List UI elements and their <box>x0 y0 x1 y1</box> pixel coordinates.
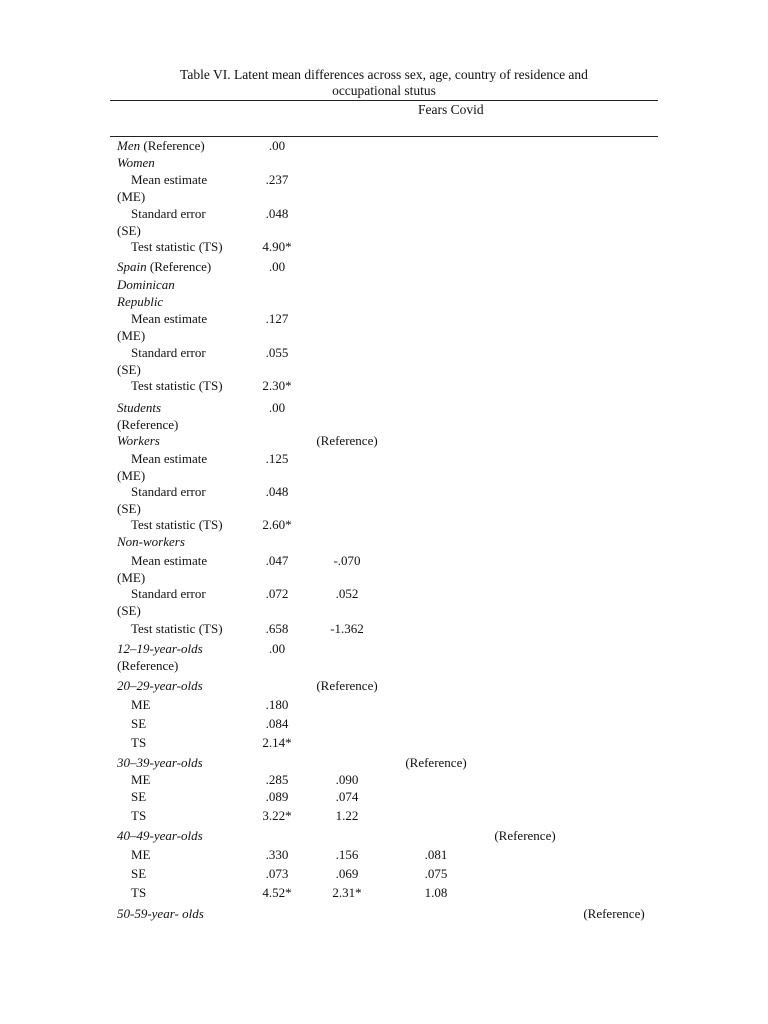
table-cell: .125 <box>265 451 289 466</box>
table-cell: .073 <box>265 866 289 881</box>
table-cell: .074 <box>335 789 359 804</box>
table-row <box>0 827 768 845</box>
table-cell: .180 <box>265 697 289 712</box>
row-stat-label <box>131 516 223 533</box>
row-label-text: Workers <box>117 433 160 448</box>
table-cell: 4.52* <box>262 885 292 900</box>
table-cell: (Reference) <box>405 755 467 770</box>
row-stat-label <box>131 238 223 255</box>
table-cell: .156 <box>335 847 359 862</box>
row-stat-label <box>131 450 207 467</box>
row-label-text: ME <box>131 697 151 712</box>
row-group-label <box>117 754 203 771</box>
table-cell: .048 <box>265 484 289 499</box>
row-label-text: Dominican <box>117 277 175 292</box>
table-row <box>0 552 768 585</box>
row-group-label <box>117 276 175 293</box>
column-header: Fears Covid <box>418 102 484 117</box>
row-stat-label <box>131 171 207 188</box>
row-stat-label <box>131 344 206 361</box>
table-row <box>0 771 768 789</box>
row-group-label <box>117 432 160 449</box>
row-stat-label <box>131 734 146 751</box>
table-cell: .052 <box>335 586 359 601</box>
row-stat-label <box>131 620 223 637</box>
table-cell: .658 <box>265 621 289 636</box>
row-group-label <box>117 827 203 844</box>
row-stat-label <box>131 884 146 901</box>
table-row <box>0 677 768 695</box>
table-row <box>0 344 768 377</box>
table-row <box>0 432 768 450</box>
table-cell: .285 <box>265 772 289 787</box>
table-cell: 2.31* <box>332 885 362 900</box>
row-label-continuation: (SE) <box>117 603 141 618</box>
table-cell: (Reference) <box>316 433 378 448</box>
row-group-label <box>117 399 161 416</box>
table-row <box>0 377 768 395</box>
row-label-text: Mean estimate <box>131 311 208 326</box>
table-row <box>0 788 768 806</box>
row-group-label <box>117 533 185 550</box>
table-cell: .075 <box>424 866 448 881</box>
table-cell: 1.22 <box>335 808 359 823</box>
table-row <box>0 205 768 238</box>
table-cell: .00 <box>268 259 286 274</box>
row-label-text: SE <box>131 716 147 731</box>
row-label-text: TS <box>131 808 147 823</box>
row-label-suffix: (Reference) <box>140 138 205 153</box>
table-cell: -1.362 <box>330 621 364 636</box>
table-top-rule <box>110 100 658 101</box>
row-stat-label <box>131 552 207 569</box>
row-label-continuation: (ME) <box>117 468 146 483</box>
table-cell: .090 <box>335 772 359 787</box>
table-cell: .089 <box>265 789 289 804</box>
table-row <box>0 276 768 309</box>
row-label-text: 50-59-year- olds <box>117 906 204 921</box>
table-row <box>0 310 768 343</box>
table-cell: .237 <box>265 172 289 187</box>
table-row <box>0 137 768 155</box>
table-row <box>0 620 768 638</box>
row-label-text: Test statistic (TS) <box>131 378 223 393</box>
table-caption-line-2: occupational stutus <box>332 83 436 98</box>
row-stat-label <box>131 696 151 713</box>
row-label-text: Standard error <box>131 586 206 601</box>
table-cell: .00 <box>268 138 286 153</box>
table-row <box>0 734 768 752</box>
row-label-text: Mean estimate <box>131 451 208 466</box>
table-cell: 4.90* <box>262 239 292 254</box>
table-row <box>0 450 768 483</box>
row-group-label <box>117 137 205 154</box>
table-cell: .00 <box>268 400 286 415</box>
table-row <box>0 533 768 551</box>
row-label-text: ME <box>131 772 151 787</box>
table-cell: .047 <box>265 553 289 568</box>
table-row <box>0 399 768 432</box>
table-cell: .072 <box>265 586 289 601</box>
row-label-text: 12–19-year-olds <box>117 641 203 656</box>
table-row <box>0 640 768 673</box>
table-cell: 1.08 <box>424 885 448 900</box>
table-cell: .081 <box>424 847 448 862</box>
row-stat-label <box>131 377 223 394</box>
row-label-continuation: (Reference) <box>117 417 179 432</box>
row-label-continuation: (SE) <box>117 223 141 238</box>
row-group-label <box>117 154 155 171</box>
table-cell: .330 <box>265 847 289 862</box>
table-row <box>0 807 768 825</box>
row-label-text: Standard error <box>131 206 206 221</box>
row-stat-label <box>131 807 146 824</box>
table-cell: -.070 <box>333 553 361 568</box>
table-row <box>0 715 768 733</box>
row-label-continuation: (ME) <box>117 328 146 343</box>
row-label-text: Mean estimate <box>131 172 208 187</box>
table-caption <box>110 67 658 99</box>
row-label-continuation: (Reference) <box>117 658 179 673</box>
table-row <box>0 585 768 618</box>
row-label-text: Mean estimate <box>131 553 208 568</box>
row-label-text: TS <box>131 735 147 750</box>
table-cell: .069 <box>335 866 359 881</box>
row-stat-label <box>131 771 151 788</box>
row-label-text: TS <box>131 885 147 900</box>
row-stat-label <box>131 585 206 602</box>
table-row <box>0 846 768 864</box>
table-cell: 2.60* <box>262 517 292 532</box>
row-group-label <box>117 905 204 922</box>
row-label-text: Test statistic (TS) <box>131 517 223 532</box>
table-cell: (Reference) <box>494 828 556 843</box>
row-label-continuation: (SE) <box>117 362 141 377</box>
row-stat-label <box>131 483 206 500</box>
row-label-text: SE <box>131 866 147 881</box>
table-cell: .055 <box>265 345 289 360</box>
table-cell: .00 <box>268 641 286 656</box>
row-label-text: 40–49-year-olds <box>117 828 203 843</box>
row-label-text: Spain <box>117 259 147 274</box>
row-label-continuation: Republic <box>117 294 164 309</box>
table-row <box>0 238 768 256</box>
row-stat-label <box>131 310 207 327</box>
row-label-suffix: (Reference) <box>146 259 212 274</box>
row-label-text: Men <box>117 138 141 153</box>
row-stat-label <box>131 788 146 805</box>
table-caption-line-1: Table VI. Latent mean differences across sex, age, country of residence and <box>180 67 588 82</box>
table-row <box>0 516 768 534</box>
table-row <box>0 171 768 204</box>
row-stat-label <box>131 865 146 882</box>
row-label-continuation: (ME) <box>117 189 146 204</box>
row-label-text: 30–39-year-olds <box>117 755 203 770</box>
row-stat-label <box>131 846 151 863</box>
table-cell: .127 <box>265 311 289 326</box>
table-cell: .048 <box>265 206 289 221</box>
row-label-text: ME <box>131 847 151 862</box>
row-label-text: Standard error <box>131 345 206 360</box>
row-label-text: SE <box>131 789 147 804</box>
row-label-text: Test statistic (TS) <box>131 621 223 636</box>
row-label-text: 20–29-year-olds <box>117 678 203 693</box>
row-label-text: Non-workers <box>117 534 185 549</box>
row-group-label <box>117 677 203 694</box>
row-label-text: Students <box>117 400 162 415</box>
table-row <box>0 865 768 883</box>
row-stat-label <box>131 205 206 222</box>
row-group-label <box>117 258 211 275</box>
table-row <box>0 258 768 276</box>
table-cell: (Reference) <box>583 906 645 921</box>
table-cell: 3.22* <box>262 808 292 823</box>
row-label-continuation: (SE) <box>117 501 141 516</box>
row-group-label <box>117 640 203 657</box>
table-cell: 2.14* <box>262 735 292 750</box>
table-row <box>0 154 768 172</box>
row-label-text: Test statistic (TS) <box>131 239 223 254</box>
table-row <box>0 696 768 714</box>
row-label-text: Standard error <box>131 484 206 499</box>
table-cell: 2.30* <box>262 378 292 393</box>
row-stat-label <box>131 715 146 732</box>
table-row <box>0 754 768 772</box>
table-row <box>0 905 768 923</box>
table-cell: .084 <box>265 716 289 731</box>
table-row <box>0 483 768 516</box>
table-cell: (Reference) <box>316 678 378 693</box>
table-row <box>0 884 768 902</box>
row-label-text: Women <box>117 155 155 170</box>
row-label-continuation: (ME) <box>117 570 146 585</box>
